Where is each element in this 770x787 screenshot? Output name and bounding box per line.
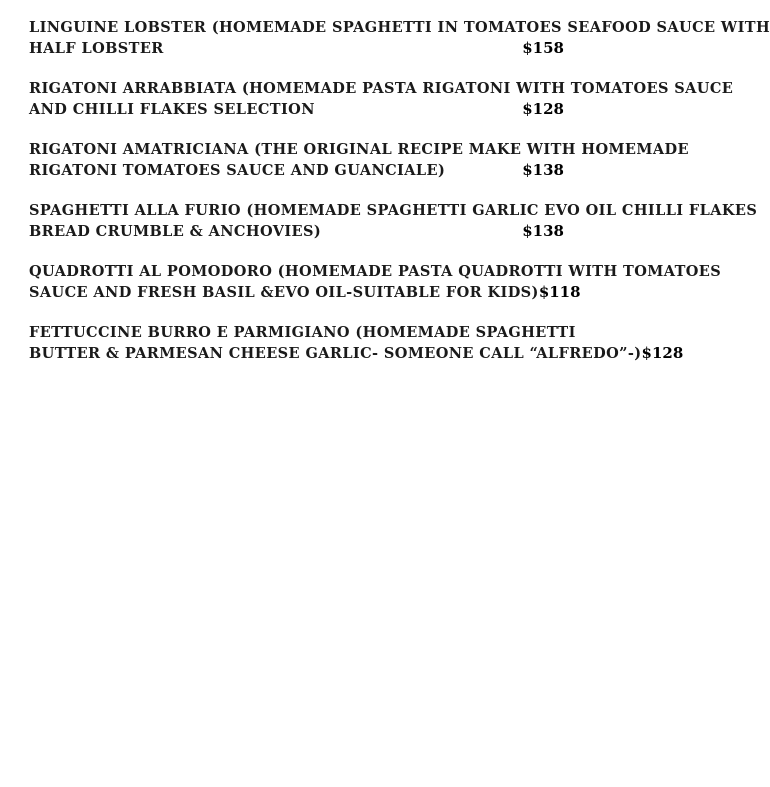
menu-item-description-line1: RIGATONI AMATRICIANA (THE ORIGINAL RECIPE MAKE WITH HOMEMADE <box>29 141 689 158</box>
menu-item-description-line1: LINGUINE LOBSTER (HOMEMADE SPAGHETTI IN TOMATOES SEAFOOD SAUCE WITH <box>29 19 770 36</box>
menu-item-quadrotti-al-pomodoro <box>29 262 722 303</box>
menu-item-description-line1: FETTUCCINE BURRO E PARMIGIANO (HOMEMADE SPAGHETTI <box>29 324 576 341</box>
menu-item-price: $128 <box>641 344 684 362</box>
menu-item-linguine-lobster <box>29 18 770 59</box>
menu-item-price: $158 <box>522 39 564 57</box>
menu-item-fettuccine-burro-e-parmigiano <box>29 323 684 364</box>
menu-item-description-line2: SAUCE AND FRESH BASIL &EVO OIL-SUITABLE FOR KIDS) <box>29 284 539 301</box>
menu-list <box>29 18 770 384</box>
menu-item-description-line1: SPAGHETTI ALLA FURIO (HOMEMADE SPAGHETTI GARLIC EVO OIL CHILLI FLAKES <box>29 202 758 219</box>
menu-item-price: $118 <box>538 283 581 301</box>
menu-item-price: $138 <box>522 161 564 179</box>
menu-item-description-line2: BREAD CRUMBLE & ANCHOVIES) <box>29 223 322 240</box>
menu-item-price: $138 <box>522 222 564 240</box>
menu-item-description-line2: RIGATONI TOMATOES SAUCE AND GUANCIALE) <box>29 162 446 179</box>
menu-item-rigatoni-amatriciana <box>29 140 689 181</box>
menu-item-description-line2: HALF LOBSTER <box>29 40 164 57</box>
menu-item-description-line1: QUADROTTI AL POMODORO (HOMEMADE PASTA QUADROTTI WITH TOMATOES <box>29 263 722 280</box>
menu-item-spaghetti-alla-furio <box>29 201 758 242</box>
menu-item-description-line2: AND CHILLI FLAKES SELECTION <box>29 101 315 118</box>
menu-item-description-line2: BUTTER & PARMESAN CHEESE GARLIC- SOMEONE CALL “ALFREDO”-) <box>29 345 642 362</box>
menu-item-description-line1: RIGATONI ARRABBIATA (HOMEMADE PASTA RIGATONI WITH TOMATOES SAUCE <box>29 80 734 97</box>
menu-item-rigatoni-arrabbiata <box>29 79 734 120</box>
menu-item-price: $128 <box>522 100 564 118</box>
